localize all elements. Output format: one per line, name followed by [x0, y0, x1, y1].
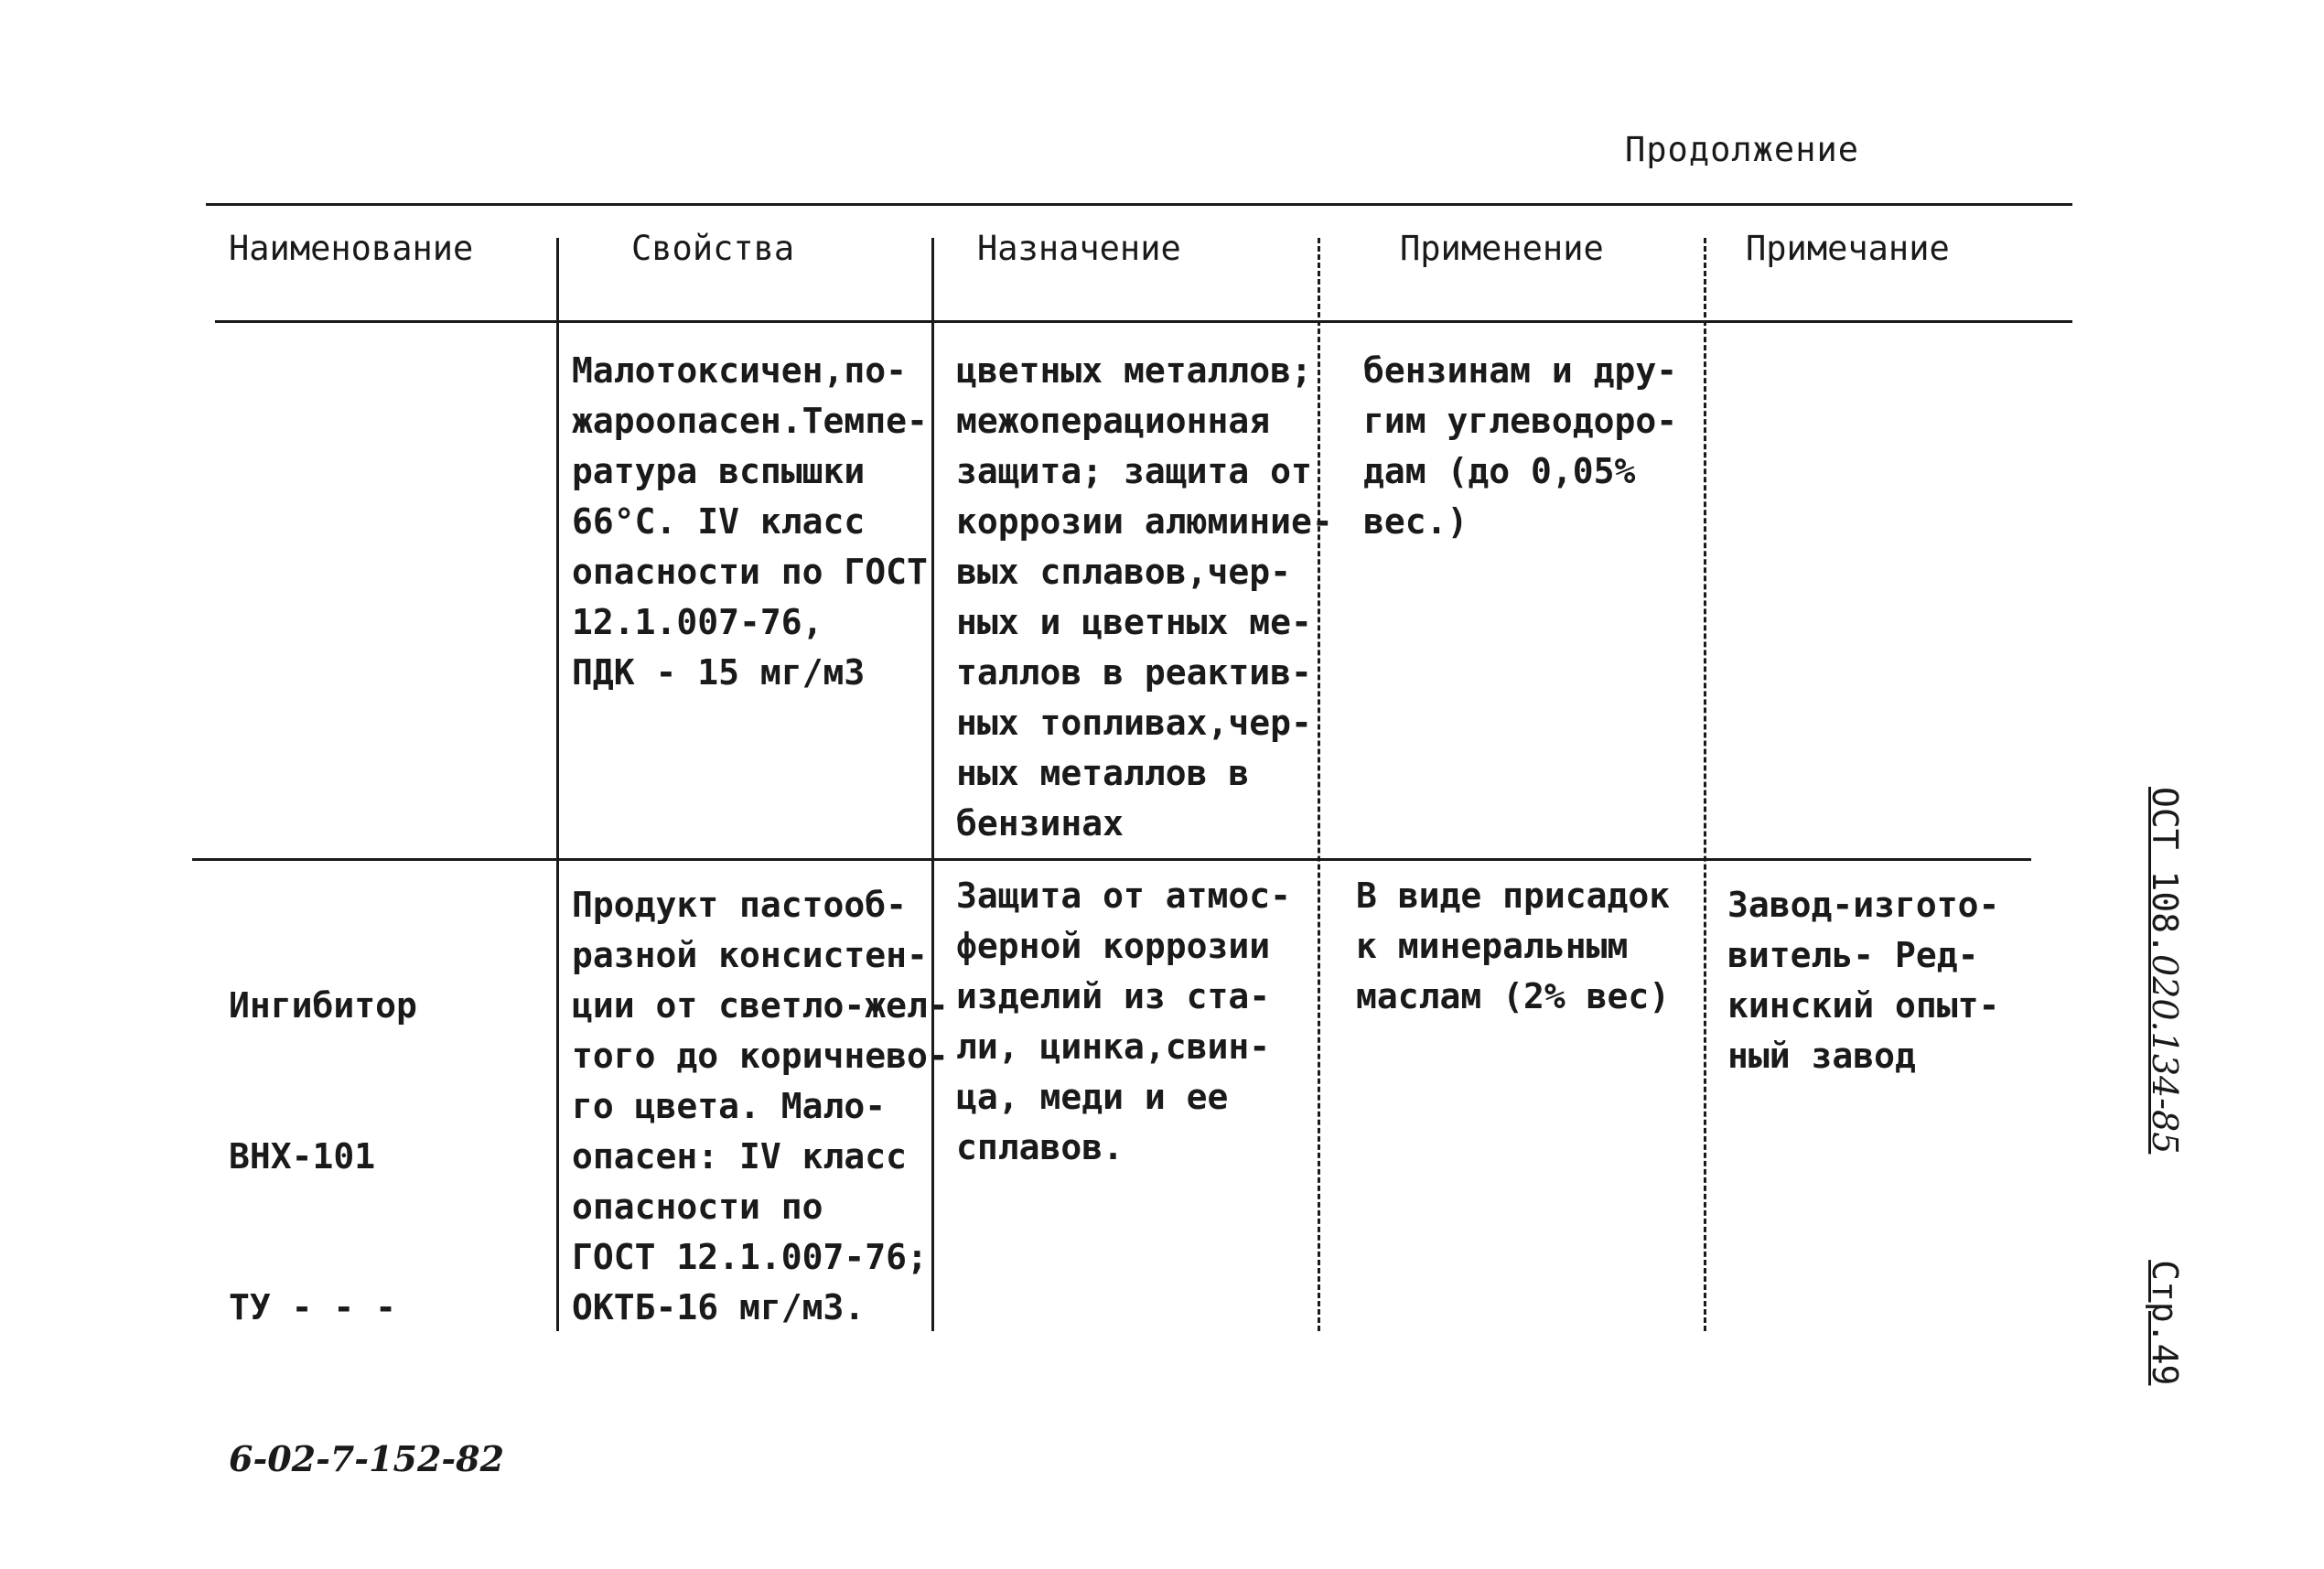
header-properties: Свойства [631, 229, 795, 268]
column-divider-1 [556, 238, 559, 1331]
side-code-prefix: ОСТ 108. [2145, 787, 2185, 955]
row2-purpose: Защита от атмос- ферной коррозии изделий из ста- ли, цинка,свин- ца, меди и ее сплавов. [956, 876, 1292, 1167]
row2-note: Завод-изгото- витель- Ред- кинский опыт- ный завод [1727, 885, 2000, 1076]
side-page-number: Стр.49 [2145, 1260, 2185, 1386]
header-name: Наименование [229, 229, 474, 268]
row2-name-line-3: ТУ - - - [229, 1287, 397, 1327]
row1-purpose: цветных металлов; межоперационная защита; защита от коррозии алюминие- вых сплавов,чер- ных и цветных ме- таллов в реактив- ных топливах,чер- ных металлов в бензинах [956, 350, 1333, 844]
side-code-handwritten: 020.134-85 [2145, 954, 2185, 1155]
row2-application: В виде присадок к минеральным маслам (2% вес) [1356, 876, 1671, 1016]
row2-name [229, 880, 504, 1534]
row1-properties: Малотоксичен,по- жароопасен.Темпе- ратура вспышки 66°С. IV класс опасности по ГОСТ 12.1.007-76, ПДК - 15 мг/м3 [572, 350, 928, 693]
continued-label: Продолжение [1625, 130, 1860, 169]
row2-name-line-1: Ингибитор [229, 985, 417, 1026]
table-top-rule [206, 203, 2072, 206]
row2-properties: Продукт пастооб- разной консистен- ции от светло-жел- того до коричнево- го цвета. Мало- опасен: IV класс опасности по ГОСТ 12.1.007-76; ОКТБ-16 мг/м3. [572, 885, 949, 1327]
header-purpose: Назначение [977, 229, 1181, 268]
header-application: Применение [1400, 229, 1604, 268]
header-note: Примечание [1746, 229, 1950, 268]
row2-name-handwritten: 6-02-7-152-82 [229, 1438, 505, 1479]
column-divider-4 [1704, 238, 1706, 1331]
header-bottom-rule [215, 320, 2072, 323]
row1-application: бензинам и дру- гим углеводоро- дам (до 0,05% вес.) [1363, 350, 1678, 542]
row-divider-rule [192, 858, 2031, 861]
row2-name-line-2: ВНХ-101 [229, 1136, 376, 1177]
side-document-code [2121, 787, 2185, 1391]
